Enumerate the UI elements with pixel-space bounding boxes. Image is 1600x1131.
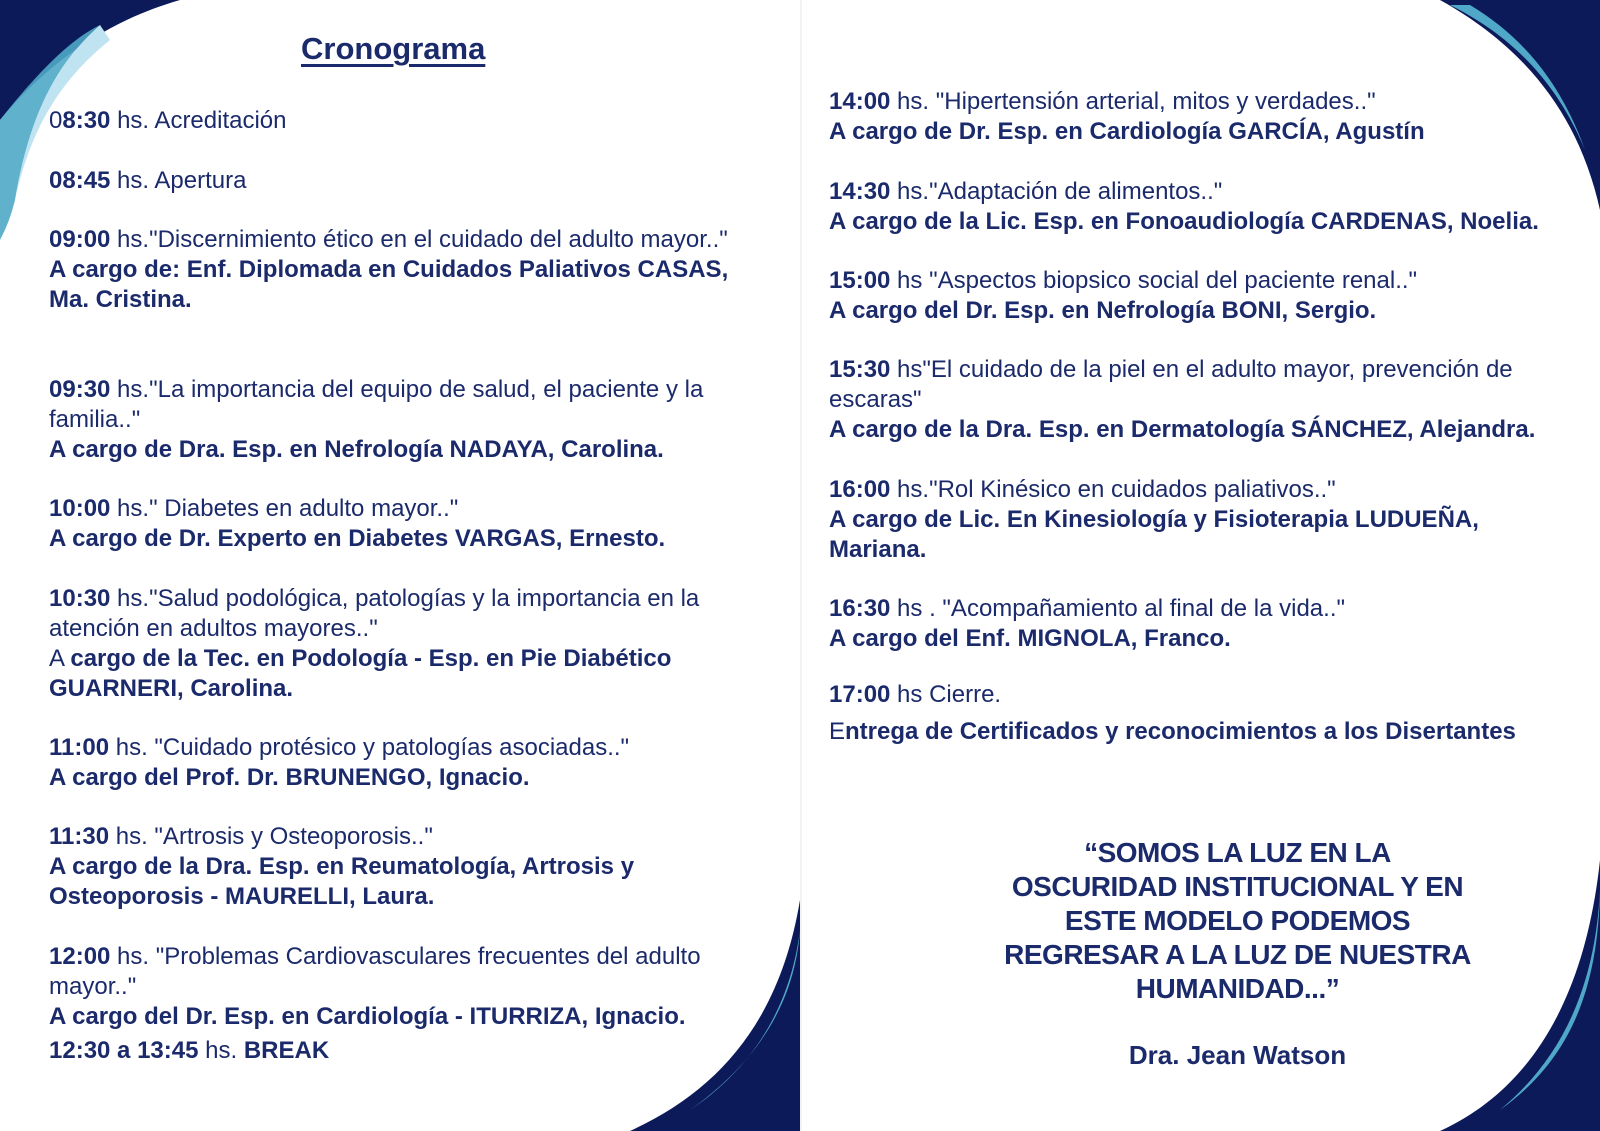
speaker-name: A cargo de Dr. Esp. en Cardiología GARCÍA, Agustín [829, 118, 1425, 145]
schedule-topic: hs."Salud podológica, patologías y la importancia en la atención en adultos mayores.." [49, 585, 700, 642]
schedule-item-title [829, 355, 1574, 415]
quote-text: “SOMOS LA LUZ EN LA OSCURIDAD INSTITUCIONAL Y EN ESTE MODELO PODEMOS REGRESAR A LA LUZ DE NUESTRA HUMANIDAD...” [1004, 837, 1471, 1004]
schedule-speaker [49, 644, 729, 704]
speaker-name: A cargo del Prof. Dr. BRUNENGO, Ignacio. [49, 764, 530, 791]
schedule-topic: hs. Acreditación [110, 107, 287, 134]
speaker-name: A cargo del Dr. Esp. en Cardiología - ITURRIZA, Ignacio. [49, 1003, 686, 1030]
schedule-topic: hs." Diabetes en adulto mayor.." [110, 495, 459, 522]
schedule-time: 10:30 [49, 585, 111, 612]
schedule-item [49, 494, 729, 554]
schedule-topic: hs "Aspectos biopsico social del paciente renal.." [890, 267, 1418, 294]
schedule-time: 09:30 [49, 376, 111, 403]
schedule-item [829, 87, 1574, 147]
schedule-topic: hs . "Acompañamiento al final de la vida.." [890, 595, 1346, 622]
schedule-item [49, 225, 729, 315]
schedule-speaker [49, 255, 729, 315]
schedule-item-title [829, 475, 1574, 505]
schedule-time: 11:30 [49, 823, 110, 850]
schedule-item-title [49, 106, 729, 136]
speaker-name: A cargo de Lic. En Kinesiología y Fisioterapia LUDUEÑA, Mariana. [829, 506, 1479, 563]
speaker-name: A cargo de: Enf. Diplomada en Cuidados Paliativos CASAS, Ma. Cristina. [49, 256, 729, 313]
schedule-time: 16:30 [829, 595, 891, 622]
schedule-time: 12:30 a 13:45 [49, 1037, 199, 1064]
schedule-item-title [49, 1036, 729, 1066]
schedule-item [829, 717, 1574, 747]
speaker-name: A cargo de Dr. Experto en Diabetes VARGAS, Ernesto. [49, 525, 666, 552]
schedule-topic-bold: BREAK [243, 1037, 330, 1064]
schedule-time: 11:00 [49, 734, 110, 761]
schedule-item [49, 166, 729, 196]
schedule-topic: hs."Adaptación de alimentos.." [890, 178, 1223, 205]
schedule-speaker [829, 717, 1574, 747]
speaker-name: A cargo de la Dra. Esp. en Reumatología, Artrosis y Osteoporosis - MAURELLI, Laura. [49, 853, 635, 910]
schedule-speaker [49, 763, 729, 793]
schedule-item [829, 594, 1574, 654]
schedule-time: 14:30 [829, 178, 891, 205]
schedule-time: 10:00 [49, 495, 111, 522]
schedule-topic: hs. "Artrosis y Osteoporosis.." [109, 823, 433, 850]
speaker-name: cargo de la Tec. en Podología - Esp. en Pie Diabético GUARNERI, Carolina. [49, 645, 672, 702]
schedule-time: 8:30 [62, 107, 111, 134]
schedule-time: 15:00 [829, 267, 891, 294]
schedule-item-title [49, 942, 729, 1002]
schedule-item [829, 177, 1574, 237]
schedule-speaker [49, 435, 729, 465]
speaker-prefix: A [49, 645, 71, 672]
schedule-topic: hs."La importancia del equipo de salud, el paciente y la familia.." [49, 376, 704, 433]
schedule-item [49, 733, 729, 793]
schedule-item [49, 106, 729, 136]
schedule-item-title [829, 266, 1574, 296]
schedule-speaker [49, 852, 729, 912]
schedule-item-title [829, 177, 1574, 207]
schedule-item-title [49, 584, 729, 644]
speaker-prefix: E [829, 718, 846, 745]
quote-author: Dra. Jean Watson [1128, 1040, 1347, 1070]
schedule-topic: hs Cierre. [890, 681, 1002, 708]
schedule-topic: hs. [198, 1037, 244, 1064]
schedule-time: 14:00 [829, 88, 891, 115]
speaker-name: A cargo de la Lic. Esp. en Fonoaudiología CARDENAS, Noelia. [829, 208, 1539, 235]
schedule-item [49, 584, 729, 704]
schedule-item-title [49, 375, 729, 435]
speaker-name: A cargo del Enf. MIGNOLA, Franco. [829, 625, 1231, 652]
schedule-speaker [829, 415, 1574, 445]
schedule-item-title [829, 594, 1574, 624]
speaker-name: A cargo del Dr. Esp. en Nefrología BONI, Sergio. [829, 297, 1377, 324]
page-title: Cronograma [301, 31, 486, 66]
schedule-time: 16:00 [829, 476, 891, 503]
schedule-item-title [49, 225, 729, 255]
schedule-topic: hs. Apertura [110, 167, 247, 194]
panel-divider [800, 0, 802, 1131]
time-prefix: 0 [49, 107, 63, 134]
schedule-item-title [49, 733, 729, 763]
schedule-speaker [49, 524, 729, 554]
schedule-time: 15:30 [829, 356, 891, 383]
speaker-name: A cargo de Dra. Esp. en Nefrología NADAYA, Carolina. [49, 436, 664, 463]
schedule-topic: hs. "Problemas Cardiovasculares frecuentes del adulto mayor.." [49, 943, 701, 1000]
schedule-item [49, 1036, 729, 1066]
schedule-topic: hs."Rol Kinésico en cuidados paliativos.." [890, 476, 1336, 503]
schedule-item-title [49, 166, 729, 196]
schedule-speaker [49, 1002, 729, 1032]
schedule-speaker [829, 296, 1574, 326]
speaker-name: A cargo de la Dra. Esp. en Dermatología SÁNCHEZ, Alejandra. [829, 416, 1536, 443]
schedule-item-title [829, 87, 1574, 117]
schedule-item-title [49, 494, 729, 524]
schedule-speaker [829, 117, 1574, 147]
schedule-item [829, 266, 1574, 326]
schedule-item [49, 822, 729, 912]
schedule-topic: hs. "Hipertensión arterial, mitos y verdades.." [890, 88, 1376, 115]
schedule-speaker [829, 505, 1574, 565]
schedule-speaker [829, 207, 1574, 237]
schedule-item [829, 475, 1574, 565]
schedule-topic: hs."Discernimiento ético en el cuidado del adulto mayor.." [110, 226, 728, 253]
schedule-time: 12:00 [49, 943, 111, 970]
schedule-item [829, 355, 1574, 445]
speaker-name: ntrega de Certificados y reconocimientos a los Disertantes [845, 718, 1516, 745]
schedule-item-title [49, 822, 729, 852]
schedule-speaker [829, 624, 1574, 654]
schedule-topic: hs"El cuidado de la piel en el adulto mayor, prevención de escaras" [829, 356, 1513, 413]
schedule-time: 17:00 [829, 681, 891, 708]
schedule-time: 08:45 [49, 167, 111, 194]
schedule-item [49, 942, 729, 1032]
schedule-item-title [829, 680, 1574, 710]
schedule-time: 09:00 [49, 226, 111, 253]
schedule-topic: hs. "Cuidado protésico y patologías asociadas.." [109, 734, 630, 761]
schedule-item [829, 680, 1574, 710]
schedule-item [49, 375, 729, 465]
